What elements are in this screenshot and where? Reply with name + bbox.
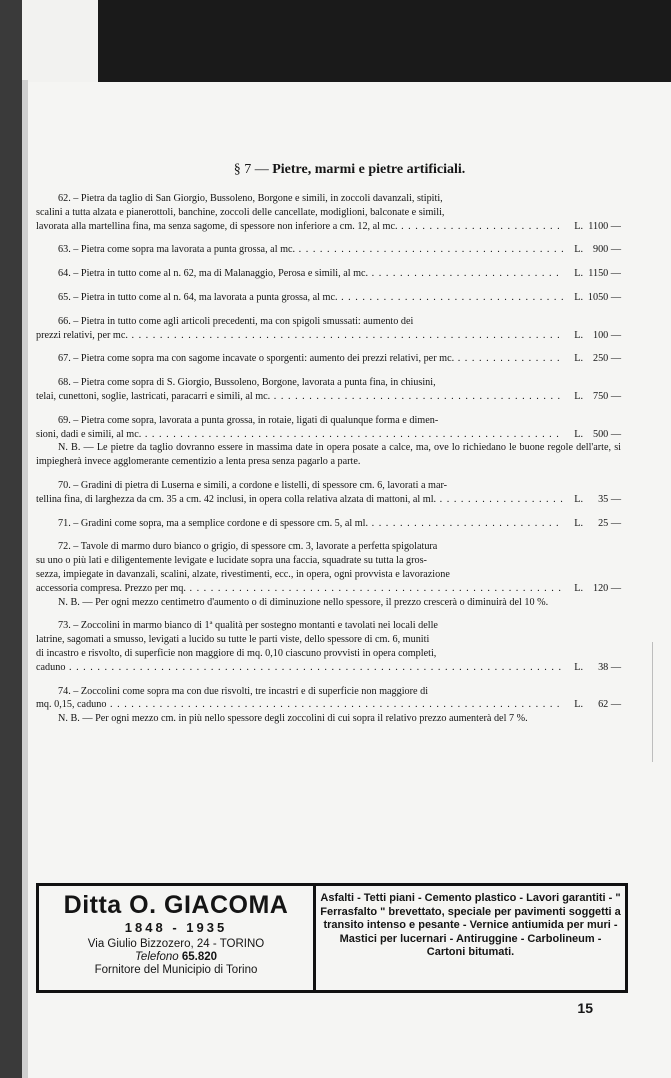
entry-last-line-text: 67. – Pietra come sopra ma con sagome incavate o sporgenti: aumento dei prezzi relativi, per mc.: [58, 353, 455, 365]
currency-label: L.: [574, 329, 583, 341]
firm-telephone: [39, 951, 313, 963]
entry-line: sezza, impiegate in davanzali, scalini, alzate, rivestimenti, ecc., in opera, ogni provvista e lavorazione: [36, 568, 450, 580]
currency-label: L.: [574, 244, 583, 256]
entry-last-line-text: accessoria compresa. Prezzo per mq.: [36, 582, 186, 594]
currency-label: L.: [574, 582, 583, 594]
price-entry: [36, 540, 621, 609]
entry-last-line: [36, 267, 563, 281]
entry-last-line: [36, 493, 563, 507]
entry-last-line: [36, 291, 563, 305]
page-number: 15: [577, 1000, 593, 1016]
firm-supplier-note: Fornitore del Municipio di Torino: [94, 964, 258, 976]
firm-name: Ditta O. GIACOMA: [63, 891, 289, 919]
firm-years: 1848 - 1935: [124, 920, 228, 935]
entry-last-line-text: 64. – Pietra in tutto come al n. 62, ma di Malanaggio, Perosa e simili, al mc.: [58, 268, 369, 280]
price-amount: 120 —: [592, 582, 621, 594]
entry-line: 72. – Tavole di marmo duro bianco o grigio, di spessore cm. 3, lavorate a perfetta spigolatura: [58, 541, 438, 553]
entry-last-line: [36, 220, 563, 234]
entry-last-line: [36, 661, 563, 675]
price-amount: 1150 —: [588, 268, 621, 280]
price-amount: 500 —: [592, 428, 621, 440]
entry-description: [36, 192, 621, 220]
entry-last-line-text: sioni, dadi e simili, al mc.: [36, 428, 142, 440]
entry-line: 66. – Pietra in tutto come agli articoli precedenti, ma con spigoli smussati: aumento dei: [58, 315, 414, 327]
currency-label: L.: [574, 699, 583, 711]
entry-description: [36, 414, 621, 428]
entry-price-row: [36, 267, 621, 281]
entry-line: scalini a tutta alzata e pianerottoli, banchine, zoccoli delle cancellate, modiglioni, balconate e simili,: [36, 206, 445, 218]
price-amount: 100 —: [592, 329, 621, 341]
entry-last-line: [36, 390, 563, 404]
price-amount: 38 —: [598, 661, 621, 673]
dot-leader: [106, 699, 563, 710]
price-entry: [36, 619, 621, 674]
scan-dark-border: [98, 0, 671, 88]
entry-last-line-text: 71. – Gradini come sopra, ma a semplice cordone e di spessore cm. 5, al ml.: [58, 517, 369, 529]
entry-description: [36, 685, 621, 699]
price-amount: 35 —: [598, 493, 621, 505]
currency-label: L.: [574, 353, 583, 365]
entry-line: 62. – Pietra da taglio di San Giorgio, Bussoleno, Borgone e simili, in zoccoli davanzali, stipiti,: [58, 193, 443, 204]
scan-left-border: [0, 0, 22, 1078]
entry-price-row: [36, 390, 621, 404]
dot-leader: [398, 221, 563, 232]
price-entry: [36, 315, 621, 343]
currency-label: L.: [574, 493, 583, 505]
dot-leader: [128, 330, 563, 341]
entry-price-row: [36, 243, 621, 257]
nota-bene: N. B. — Per ogni mezzo centimetro d'aumento o di diminuzione nello spessore, il prezzo crescerà o diminuirà del 10 %.: [58, 596, 549, 608]
entry-last-line: [36, 698, 563, 712]
entry-price-row: [36, 698, 621, 712]
entry-last-line-text: caduno: [36, 661, 66, 673]
entry-description: [36, 376, 621, 390]
entry-price-row: [36, 291, 621, 305]
entry-line: 74. – Zoccolini come sopra ma con due risvolti, tre incastri e di superficie non maggiore di: [58, 685, 429, 697]
price-entry: [36, 414, 621, 469]
price-entry: [36, 352, 621, 366]
price-entry: [36, 376, 621, 404]
entry-line: 68. – Pietra come sopra di S. Giorgio, Bussoleno, Borgone, lavorata a punta fina, in chiusini,: [58, 377, 436, 389]
entry-price-row: [36, 428, 621, 442]
entry-last-line-text: tellina fina, di larghezza da cm. 35 a cm. 42 inclusi, in opera colla relativa alzata di mattoni, al ml.: [36, 493, 437, 505]
price-amount: 62 —: [598, 699, 621, 711]
price-amount: 1100 —: [588, 220, 621, 232]
entry-description: [36, 540, 621, 581]
entry-description: [36, 479, 621, 493]
entry-last-line-text: 63. – Pietra come sopra ma lavorata a punta grossa, al mc.: [58, 244, 296, 256]
entry-last-line-text: mq. 0,15, caduno: [36, 699, 107, 711]
advertisement-products: Asfalti - Tetti piani - Cemento plastico - Lavori garantiti - " Ferrasfalto " brevettato, speciale per pavimenti soggetti a transito intenso e pesante - Vernice antiumida per muri - Mastici per lucernari - Antiruggine - Carbolineum - Cartoni bitumati.: [320, 892, 621, 958]
entry-last-line-text: lavorata alla martellina fina, ma senza sagome, di spessore non inferiore a cm. 12, al mc.: [36, 220, 398, 232]
entry-last-line-text: 65. – Pietra in tutto come al n. 64, ma lavorata a punta grossa, al mc.: [58, 291, 338, 303]
price-entry: [36, 243, 621, 257]
currency-label: L.: [574, 220, 583, 232]
scan-fold-mark: [644, 642, 653, 762]
entry-last-line: [36, 329, 563, 343]
dot-leader: [338, 292, 563, 303]
price-list: [36, 192, 621, 736]
section-symbol: § 7 —: [233, 162, 269, 177]
entry-price-row: [36, 582, 621, 596]
dot-leader: [368, 518, 563, 529]
telephone-label: Telefono: [134, 951, 179, 963]
price-amount: 250 —: [592, 353, 621, 365]
entry-price-row: [36, 493, 621, 507]
currency-label: L.: [574, 517, 583, 529]
entry-last-line: [36, 428, 563, 442]
currency-label: L.: [574, 268, 583, 280]
dot-leader: [270, 391, 563, 402]
entry-last-line-text: prezzi relativi, per mc.: [36, 329, 128, 341]
dot-leader: [436, 494, 563, 505]
currency-label: L.: [574, 661, 583, 673]
dot-leader: [141, 429, 563, 440]
price-amount: 900 —: [592, 244, 621, 256]
entry-line: 70. – Gradini di pietra di Luserna e simili, a cordone e listelli, di spessore cm. 6, lavorati a mar-: [58, 479, 448, 491]
document-page: [28, 82, 671, 1078]
entry-description: [36, 315, 621, 329]
entry-line: di incastro e risvolto, di superficie non maggiore di mq. 0,10 ciascuno provvisti in opera completi,: [36, 647, 437, 659]
firm-address: Via Giulio Bizzozero, 24 - TORINO: [87, 938, 265, 950]
entry-last-line: [36, 243, 563, 257]
price-amount: 25 —: [598, 517, 621, 529]
entry-last-line: [36, 352, 563, 366]
price-entry: [36, 685, 621, 726]
dot-leader: [65, 662, 562, 673]
section-title: [28, 162, 671, 178]
currency-label: L.: [574, 428, 583, 440]
section-title-text: Pietre, marmi e pietre artificiali.: [272, 162, 466, 177]
advertisement-box: [36, 883, 628, 993]
dot-leader: [186, 583, 563, 594]
currency-label: L.: [574, 390, 583, 402]
entry-price-row: [36, 352, 621, 366]
entry-price-row: [36, 220, 621, 234]
price-entry: [36, 291, 621, 305]
entry-description: [36, 619, 621, 660]
entry-line: 69. – Pietra come sopra, lavorata a punta grossa, in rotaie, ligati di qualunque forma e dimen-: [58, 414, 439, 426]
entry-price-row: [36, 517, 621, 531]
entry-line: su uno o più lati e diligentemente levigate e lucidate sopra una faccia, squadrate su tutta la gros-: [36, 555, 427, 567]
entry-line: latrine, sagomati a smusso, levigati a lucido su tutte le parti viste, dello spessore di cm. 6, muniti: [36, 634, 430, 646]
entry-last-line: [36, 582, 563, 596]
currency-label: L.: [574, 291, 583, 303]
nota-bene: N. B. — Per ogni mezzo cm. in più nello spessore degli zoccolini di cui sopra il relativo prezzo aumenterà del 7 %.: [58, 713, 528, 725]
dot-leader: [454, 353, 563, 364]
telephone-number: 65.820: [181, 951, 218, 963]
price-entry: [36, 479, 621, 507]
entry-price-row: [36, 661, 621, 675]
dot-leader: [368, 268, 563, 279]
entry-last-line-text: telai, cunettoni, soglie, lastricati, paracarri e simili, al mc.: [36, 390, 271, 402]
price-entry: [36, 192, 621, 233]
price-entry: [36, 517, 621, 531]
entry-price-row: [36, 329, 621, 343]
entry-last-line: [36, 517, 563, 531]
nota-bene: N. B. — Le pietre da taglio dovranno essere in massima date in opera posate a calce, ma, ove lo richiedano le buone regole dell'arte, si impiegherà invece agglomerante cementizio a lenta presa senza pagarlo a parte.: [36, 442, 621, 468]
price-amount: 1050 —: [587, 291, 621, 303]
price-amount: 750 —: [592, 390, 621, 402]
advertisement-firm-panel: [39, 886, 316, 990]
price-entry: [36, 267, 621, 281]
dot-leader: [295, 244, 563, 255]
entry-line: 73. – Zoccolini in marmo bianco di 1ª qualità per sostegno montanti e tavolati nei locali delle: [58, 620, 438, 632]
